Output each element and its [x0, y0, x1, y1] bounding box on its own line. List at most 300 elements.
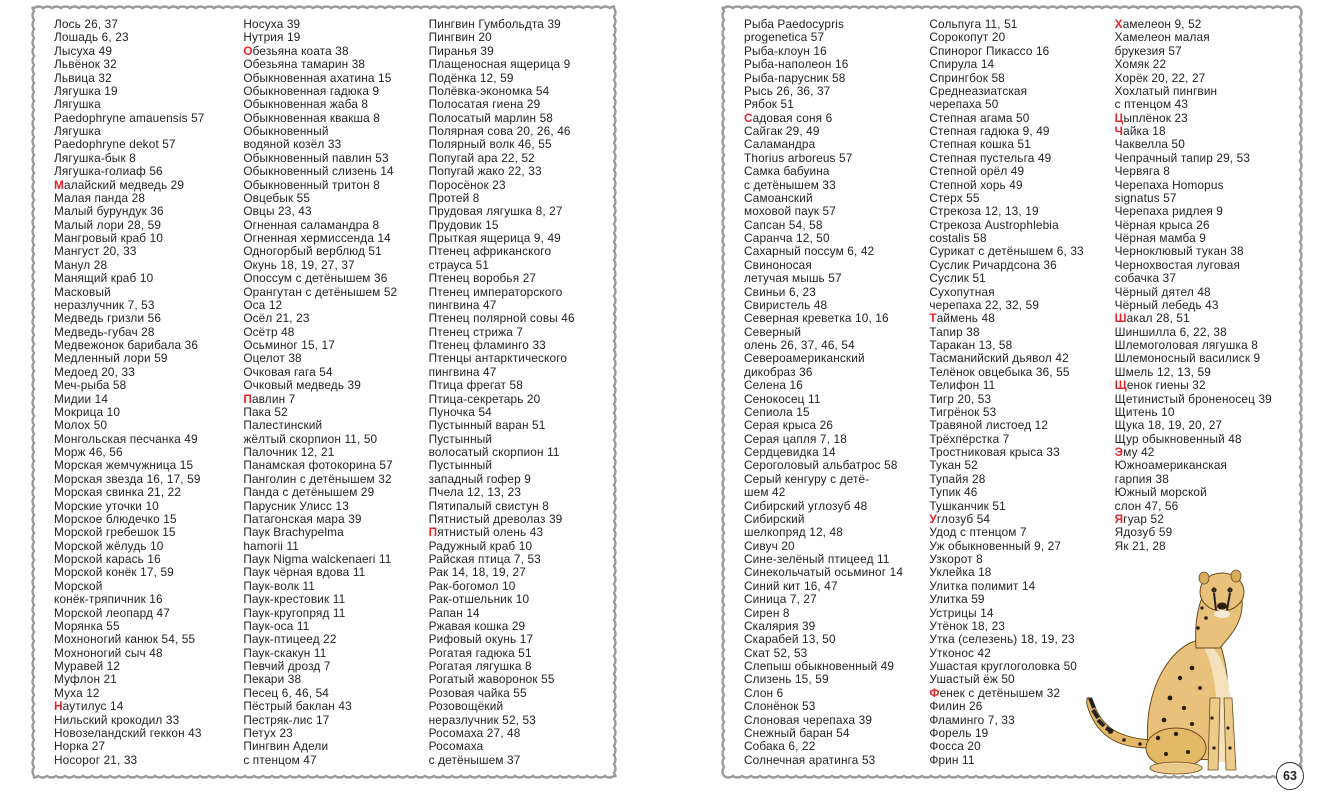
letter-initial: Э: [1114, 445, 1124, 459]
index-column: [744, 18, 929, 766]
index-entry: Тушканчик 51: [929, 498, 1006, 513]
index-entry: [929, 312, 1114, 325]
index-entry: Слон 6: [744, 685, 784, 700]
index-entry: Панда с детёнышем 29: [243, 485, 375, 500]
index-entry: Розовая чайка 55: [428, 685, 527, 700]
index-entry: Тупайя 28: [929, 471, 986, 486]
index-entry: Устрицы 14: [929, 605, 994, 620]
letter-initial: Т: [929, 311, 937, 326]
index-entry: Сирен 8: [744, 605, 790, 620]
index-entry: Чёрная крыса 26: [1114, 217, 1210, 232]
letter-initial: П: [243, 391, 252, 406]
index-entry: Степная гадюка 9, 49: [929, 124, 1050, 138]
index-entry: [1115, 112, 1294, 125]
index-entry: Щетинистый броненосец 39: [1114, 391, 1272, 406]
index-entry: Обыкновенный тритон 8: [243, 177, 380, 192]
index-entry: Пингвин Гумбольдта 39: [428, 17, 561, 31]
index-entry: Фосса 20: [929, 739, 981, 754]
index-entry: Ушастая круглоголовка 50: [929, 659, 1077, 673]
index-entry: неразлучник 52, 53: [428, 712, 536, 727]
index-entry: Хамелеон малая: [1114, 30, 1210, 45]
index-entry: Обыкновенная ахатина 15: [243, 70, 392, 85]
index-entry: Рогатая гадюка 51: [428, 645, 532, 660]
index-entry: Фрин 11: [929, 752, 975, 767]
index-entry: Сероголовый альбатрос 58: [744, 458, 898, 473]
index-entry: [1115, 125, 1294, 138]
index-entry: Одногорбый верблюд 51: [243, 244, 382, 259]
index-entry: Щитень 10: [1114, 404, 1175, 419]
letter-initial: О: [243, 43, 253, 58]
index-entry: Тигр 20, 53: [929, 391, 992, 406]
index-entry: Манул 28: [54, 257, 108, 272]
index-entry: Паук Brachypelma: [243, 525, 344, 540]
index-entry: Прыткая ящерица 9, 49: [428, 231, 561, 245]
index-entry: собачка 37: [1114, 271, 1177, 286]
index-entry: Тукан 52: [929, 458, 978, 473]
entry-text: енек с детёнышем 32: [939, 685, 1061, 700]
index-entry: Малый бурундук 36: [54, 204, 164, 219]
index-entry: Thorius arboreus 57: [744, 150, 853, 165]
index-entry: Paedophryne dekot 57: [54, 137, 176, 152]
index-entry: Обыкновенная квакша 8: [243, 110, 380, 125]
index-entry: конёк-тряпичник 16: [54, 592, 163, 607]
index-entry: Рыба Paedocypris: [744, 17, 844, 31]
index-entry: Полярный волк 46, 55: [428, 137, 552, 152]
index-entry: Морской леопард 47: [54, 605, 170, 620]
index-entry: Южный морской: [1114, 485, 1207, 500]
index-entry: Червяга 8: [1114, 164, 1170, 179]
index-entry: Черепаха Homopus: [1114, 177, 1224, 192]
index-entry: Paedophryne amauensis 57: [54, 110, 205, 125]
index-entry: Фламинго 7, 33: [929, 712, 1015, 727]
index-entry: Медведь гризли 56: [54, 311, 162, 326]
index-entry: Новозеландский геккон 43: [54, 725, 202, 740]
index-entry: Хохлатый пингвин: [1114, 83, 1218, 98]
index-entry: Молох 50: [54, 418, 108, 433]
index-entry: Носорог 21, 33: [54, 752, 138, 767]
index-entry: Лысуха 49: [54, 43, 113, 58]
index-entry: Шмель 12, 13, 59: [1114, 364, 1211, 379]
index-entry: Утёнок 18, 23: [929, 618, 1006, 633]
index-entry: Очковый медведь 39: [243, 378, 361, 393]
index-entry: [929, 513, 1114, 526]
index-entry: costalis 58: [929, 231, 987, 245]
index-entry: Птенец императорского: [428, 284, 563, 299]
index-entry: Птенец стрижа 7: [428, 324, 524, 339]
index-entry: Морская свинка 21, 22: [54, 485, 182, 500]
index-entry: водяной козёл 33: [243, 137, 342, 152]
index-entry: Чепрачный тапир 29, 53: [1114, 150, 1251, 165]
index-entry: Лягушка-голиаф 56: [54, 164, 163, 179]
index-entry: Петух 23: [243, 725, 293, 740]
index-entry: Слонёнок 53: [744, 699, 816, 714]
index-entry: [429, 526, 608, 539]
index-entry: Львица 32: [54, 70, 112, 85]
index-entry: Сапсан 54, 58: [744, 217, 823, 232]
entry-text: амелеон 9, 52: [1122, 17, 1202, 31]
index-entry: Сибирский: [744, 511, 805, 526]
index-entry: черепаха 22, 32, 59: [929, 297, 1040, 312]
index-entry: с птенцом 47: [243, 752, 317, 767]
index-entry: Уж обыкновенный 9, 27: [929, 538, 1062, 553]
index-entry: Слоновая черепаха 39: [744, 712, 873, 727]
index-entry: Сине-зелёный птицеед 11: [744, 552, 890, 566]
index-entry: Свиристель 48: [744, 297, 828, 312]
index-entry: Муха 12: [54, 685, 100, 700]
index-entry: Паук-кругопряд 11: [243, 605, 346, 620]
index-entry: Малая панда 28: [54, 190, 146, 205]
index-entry: Полосатая гиена 29: [428, 97, 541, 112]
entry-text: му 42: [1123, 445, 1155, 459]
index-entry: Сибирский углозуб 48: [744, 498, 868, 513]
index-entry: Мокрица 10: [54, 404, 121, 419]
letter-initial: Ц: [1114, 110, 1124, 125]
index-entry: Нильский крокодил 33: [54, 712, 180, 727]
index-entry: Морская жемчужница 15: [54, 458, 194, 473]
entry-text: ятнистый олень 43: [437, 525, 544, 540]
index-entry: Птенец полярной совы 46: [428, 311, 575, 326]
index-entry: Шиншилла 6, 22, 38: [1114, 324, 1227, 339]
index-entry: Утконос 42: [929, 645, 991, 660]
index-entry: Снежный баран 54: [744, 725, 850, 740]
index-entry: Морской карась 16: [54, 552, 161, 566]
index-entry: Пекари 38: [243, 672, 302, 687]
index-entry: Спинорог Пикассо 16: [929, 43, 1050, 58]
index-entry: слон 47, 56: [1114, 498, 1179, 513]
index-entry: Морж 46, 56: [54, 445, 123, 459]
index-entry: Палочник 12, 21: [243, 445, 335, 459]
index-entry: гарпия 38: [1114, 471, 1169, 486]
index-entry: Ржавая кошка 29: [428, 618, 526, 633]
index-entry: Слепыш обыкновенный 49: [744, 659, 895, 673]
page-number: 63: [1276, 762, 1304, 790]
index-entry: Сердцевидка 14: [744, 445, 836, 459]
index-entry: Пингвин Адели: [243, 739, 329, 754]
index-entry: Огненная хермиссенда 14: [243, 231, 391, 245]
index-entry: progenetica 57: [744, 30, 825, 45]
index-entry: Спирула 14: [929, 57, 995, 72]
entry-text: адовая соня 6: [752, 110, 833, 125]
index-entry: Стрекоза 12, 13, 19: [929, 204, 1039, 219]
index-entry: Морской гребешок 15: [54, 525, 176, 540]
index-entry: дикобраз 36: [744, 364, 813, 379]
index-entry: Тапир 38: [929, 324, 980, 339]
index-entry: Пустынный: [428, 458, 493, 473]
index-entry: [1115, 18, 1294, 31]
index-entry: Синица 7, 27: [744, 592, 817, 607]
index-entry: пингвина 47: [428, 364, 497, 379]
index-entry: Филин 26: [929, 699, 983, 714]
index-column: [54, 18, 243, 766]
index-entry: Мохноногий сыч 48: [54, 645, 163, 660]
index-entry: Сухопутная: [929, 284, 995, 299]
index-entry: Полярная сова 20, 26, 46: [428, 124, 571, 138]
index-entry: Панголин с детёнышем 32: [243, 471, 392, 486]
index-entry: Радужный краб 10: [428, 538, 533, 553]
index-entry: Пчела 12, 13, 23: [428, 485, 522, 500]
index-entry: Муфлон 21: [54, 672, 118, 687]
index-entry: Степная агама 50: [929, 110, 1030, 125]
index-entry: Щука 18, 19, 20, 27: [1114, 418, 1223, 433]
index-entry: Северная креветка 10, 16: [744, 311, 889, 326]
index-entry: Сайгак 29, 49: [744, 124, 820, 138]
index-entry: Паук Nigma walckenaeri 11: [243, 552, 392, 566]
letter-initial: С: [744, 110, 753, 125]
index-entry: Степная кошка 51: [929, 137, 1031, 152]
index-entry: Парусник Улисс 13: [243, 498, 349, 513]
index-entry: Рябок 51: [744, 97, 794, 112]
index-entry: Степной хорь 49: [929, 177, 1023, 192]
index-entry: шелкопряд 12, 48: [744, 525, 843, 540]
index-entry: волосатый скорпион 11: [428, 445, 560, 459]
index-entry: Тигрёнок 53: [929, 404, 997, 419]
index-entry: Полосатый марлин 58: [428, 110, 554, 125]
index-entry: Серая цапля 7, 18: [744, 431, 847, 446]
index-entry: Морской жёлудь 10: [54, 538, 164, 553]
index-entry: Плащеносная ящерица 9: [428, 57, 571, 72]
index-entry: Медленный лори 59: [54, 351, 168, 366]
index-entry: с детёнышем 37: [428, 752, 521, 767]
index-entry: Розовощёкий: [428, 699, 504, 714]
index-entry: Морская звезда 16, 17, 59: [54, 471, 201, 486]
index-entry: Птица-секретарь 20: [428, 391, 541, 406]
index-entry: Степная пустельга 49: [929, 150, 1052, 165]
letter-initial: М: [54, 177, 64, 192]
index-entry: Осёл 21, 23: [243, 311, 310, 326]
index-entry: Прудовая лягушка 8, 27: [428, 204, 563, 219]
index-entry: Северный: [744, 324, 802, 339]
index-entry: Пустынный: [428, 431, 493, 446]
index-entry: страуса 51: [428, 257, 490, 272]
index-entry: Сольпуга 11, 51: [929, 17, 1018, 31]
index-entry: Рыба-клоун 16: [744, 43, 827, 58]
index-entry: Опоссум с детёнышем 36: [243, 271, 388, 286]
letter-initial: П: [428, 525, 438, 540]
index-entry: Мохноногий канюк 54, 55: [54, 632, 196, 647]
index-entry: Прудовик 15: [428, 217, 499, 232]
index-entry: Овцебык 55: [243, 190, 311, 205]
index-entry: жёлтый скорпион 11, 50: [243, 431, 378, 446]
index-entry: Рысь 26, 36, 37: [744, 83, 831, 98]
index-entry: Птенец воробья 27: [428, 271, 537, 286]
letter-initial: Щ: [1114, 378, 1127, 393]
index-entry: Росомаха 27, 48: [428, 725, 521, 740]
index-entry: Попугай жако 22, 33: [428, 164, 542, 179]
index-entry: Черепаха ридлея 9: [1114, 204, 1224, 219]
index-entry: Малый лори 28, 59: [54, 217, 162, 232]
index-entry: Попугай ара 22, 52: [428, 150, 535, 165]
index-entry: Скалярия 39: [744, 618, 816, 633]
index-entry: Оса 12: [243, 297, 283, 312]
index-entry: Лось 26, 37: [54, 17, 119, 31]
entry-text: енок гиены 32: [1126, 378, 1206, 393]
index-entry: Трёхпёрстка 7: [929, 431, 1010, 446]
index-entry: Манящий краб 10: [54, 271, 154, 286]
index-entry: Паук-волк 11: [243, 578, 316, 593]
index-entry: Солнечная аратинга 53: [744, 752, 876, 767]
index-entry: Серый кенгуру с детё-: [744, 471, 870, 486]
index-entry: Рифовый окунь 17: [428, 632, 534, 647]
index-entry: пингвина 47: [428, 297, 497, 312]
index-entry: Лягушка-бык 8: [54, 150, 136, 165]
index-entry: западный гофер 9: [428, 471, 531, 486]
index-entry: Свиноносая: [744, 257, 812, 272]
index-entry: hamorii 11: [243, 538, 300, 553]
entry-text: акал 28, 51: [1126, 311, 1190, 326]
index-entry: Огненная саламандра 8: [243, 217, 380, 232]
index-entry: Рапан 14: [428, 605, 480, 620]
index-entry: signatus 57: [1114, 190, 1177, 205]
index-entry: Форель 19: [929, 725, 989, 740]
index-entry: [1115, 446, 1294, 459]
letter-initial: Ш: [1114, 311, 1127, 326]
index-entry: Чернохвостая луговая: [1114, 257, 1241, 272]
index-entry: Мидии 14: [54, 391, 109, 406]
entry-text: аутилус 14: [62, 699, 124, 714]
index-entry: Мангуст 20, 33: [54, 244, 137, 259]
index-entry: Рогатая лягушка 8: [428, 659, 532, 673]
index-entry: Поросёнок 23: [428, 177, 506, 192]
index-entry: Рак-отшельник 10: [428, 592, 530, 607]
index-entry: Орангутан с детёнышем 52: [243, 284, 398, 299]
index-entry: Обыкновенный: [243, 124, 329, 138]
index-entry: Птица фрегат 58: [428, 378, 523, 393]
index-entry: Самка бабуина: [744, 164, 830, 179]
index-entry: Паук-крестовик 11: [243, 592, 346, 607]
index-entry: Скарабей 13, 50: [744, 632, 836, 647]
index-entry: Протей 8: [428, 190, 480, 205]
index-entry: Львёнок 32: [54, 57, 117, 72]
index-entry: Рогатый жаворонок 55: [428, 672, 555, 687]
index-entry: Североамериканский: [744, 351, 865, 366]
index-entry: Телёнок овцебыка 36, 55: [929, 364, 1070, 379]
index-entry: Осётр 48: [243, 324, 295, 339]
index-entry: Суслик Ричардсона 36: [929, 257, 1057, 272]
index-entry: Черноклювый тукан 38: [1114, 244, 1244, 259]
index-entry: [1115, 312, 1294, 325]
index-entry: Обыкновенная жаба 8: [243, 97, 369, 112]
index-entry: Морской конёк 17, 59: [54, 565, 174, 580]
entry-text: гуар 52: [1123, 511, 1164, 526]
index-entry: Сивуч 20: [744, 538, 795, 553]
index-entry: Медвежонок барибала 36: [54, 338, 199, 352]
index-entry: Чёрный дятел 48: [1114, 284, 1211, 299]
index-entry: Синекольчатый осьминог 14: [744, 565, 904, 580]
index-entry: Лягушка: [54, 124, 101, 138]
index-entry: Лошадь 6, 23: [54, 30, 129, 45]
index-entry: с детёнышем 33: [744, 177, 836, 192]
index-entry: Ядозуб 59: [1114, 525, 1173, 540]
index-entry: черепаха 50: [929, 97, 999, 112]
index-entry: Паук-оса 11: [243, 618, 310, 633]
letter-initial: Я: [1114, 511, 1124, 526]
index-entry: Хомяк 22: [1114, 57, 1167, 72]
index-entry: Спрингбок 58: [929, 70, 1005, 85]
index-entry: Рак 14, 18, 19, 27: [428, 565, 526, 580]
index-entry: Стерх 55: [929, 190, 980, 205]
index-entry: Медведь-губач 28: [54, 324, 155, 339]
index-entry: Сорокопут 20: [929, 30, 1006, 45]
index-entry: Очковая гага 54: [243, 364, 333, 379]
left-index-columns: [54, 18, 608, 766]
index-entry: Обезьяна тамарин 38: [243, 57, 366, 72]
letter-initial: У: [929, 511, 937, 526]
index-entry: Чаквелла 50: [1114, 137, 1185, 152]
index-entry: Обыкновенный слизень 14: [243, 164, 394, 179]
index-entry: [1115, 379, 1294, 392]
index-entry: неразлучник 7, 53: [54, 297, 155, 312]
index-entry: Суслик 51: [929, 271, 986, 286]
index-entry: Як 21, 28: [1114, 538, 1166, 553]
index-entry: Масковый: [54, 284, 111, 299]
index-entry: Тасманийский дьявол 42: [929, 351, 1069, 366]
index-entry: Южноамериканская: [1114, 458, 1228, 473]
index-entry: Панамская фотокорина 57: [243, 458, 393, 473]
entry-text: ыплёнок 23: [1123, 110, 1188, 125]
index-entry: Пингвин 20: [428, 30, 492, 45]
index-entry: Пятипалый свистун 8: [428, 498, 549, 513]
index-entry: шем 42: [744, 485, 786, 500]
index-entry: Чёрный лебедь 43: [1114, 297, 1219, 312]
index-entry: Самоанский: [744, 190, 813, 205]
index-entry: Сурикат с детёнышем 6, 33: [929, 244, 1084, 259]
index-entry: Стрекоза Austrophlebia: [929, 217, 1059, 232]
index-entry: Серая крыса 26: [744, 418, 834, 433]
index-entry: Носуха 39: [243, 17, 301, 31]
letter-initial: Х: [1114, 17, 1123, 31]
index-entry: Муравей 12: [54, 659, 121, 673]
left-page: [30, 4, 618, 780]
index-entry: Морские уточки 10: [54, 498, 159, 513]
index-entry: Патагонская мара 39: [243, 511, 362, 526]
index-entry: Монгольская песчанка 49: [54, 431, 198, 446]
index-entry: Песец 6, 46, 54: [243, 685, 330, 700]
index-entry: Свиньи 6, 23: [744, 284, 816, 299]
index-entry: Овцы 23, 43: [243, 204, 312, 219]
index-entry: Телифон 11: [929, 378, 996, 393]
index-entry: Росомаха: [428, 739, 484, 754]
index-entry: Пуночка 54: [428, 404, 492, 419]
index-entry: Лягушка 19: [54, 83, 118, 98]
index-entry: Райская птица 7, 53: [428, 552, 541, 566]
index-entry: Птенцы антарктического: [428, 351, 568, 366]
index-entry: Меч-рыба 58: [54, 378, 127, 393]
index-entry: [54, 179, 243, 192]
index-entry: олень 26, 37, 46, 54: [744, 338, 855, 352]
index-entry: Паук-птицеед 22: [243, 632, 337, 647]
cheetah-icon: [1080, 548, 1280, 780]
index-entry: Морской: [54, 578, 103, 593]
index-entry: Таракан 13, 58: [929, 338, 1013, 352]
index-entry: Пестряк-лис 17: [243, 712, 330, 727]
index-entry: Рыба-наполеон 16: [744, 57, 849, 72]
index-entry: Медоед 20, 33: [54, 364, 135, 379]
index-entry: Пака 52: [243, 404, 288, 419]
index-entry: Мангровый краб 10: [54, 231, 164, 245]
index-entry: летучая мышь 57: [744, 271, 842, 286]
index-entry: Обыкновенный павлин 53: [243, 150, 389, 165]
index-entry: Травяной листоед 12: [929, 418, 1049, 433]
index-entry: Скат 52, 53: [744, 645, 808, 660]
index-entry: [744, 112, 929, 125]
index-entry: Улитка 59: [929, 592, 985, 607]
index-entry: Улитка полимит 14: [929, 578, 1036, 593]
index-entry: Саламандра: [744, 137, 816, 152]
index-entry: Среднеазиатская: [929, 83, 1028, 98]
entry-text: аймень 48: [936, 311, 995, 326]
index-entry: Окунь 18, 19, 27, 37: [243, 257, 355, 272]
index-entry: Сенокосец 11: [744, 391, 821, 406]
